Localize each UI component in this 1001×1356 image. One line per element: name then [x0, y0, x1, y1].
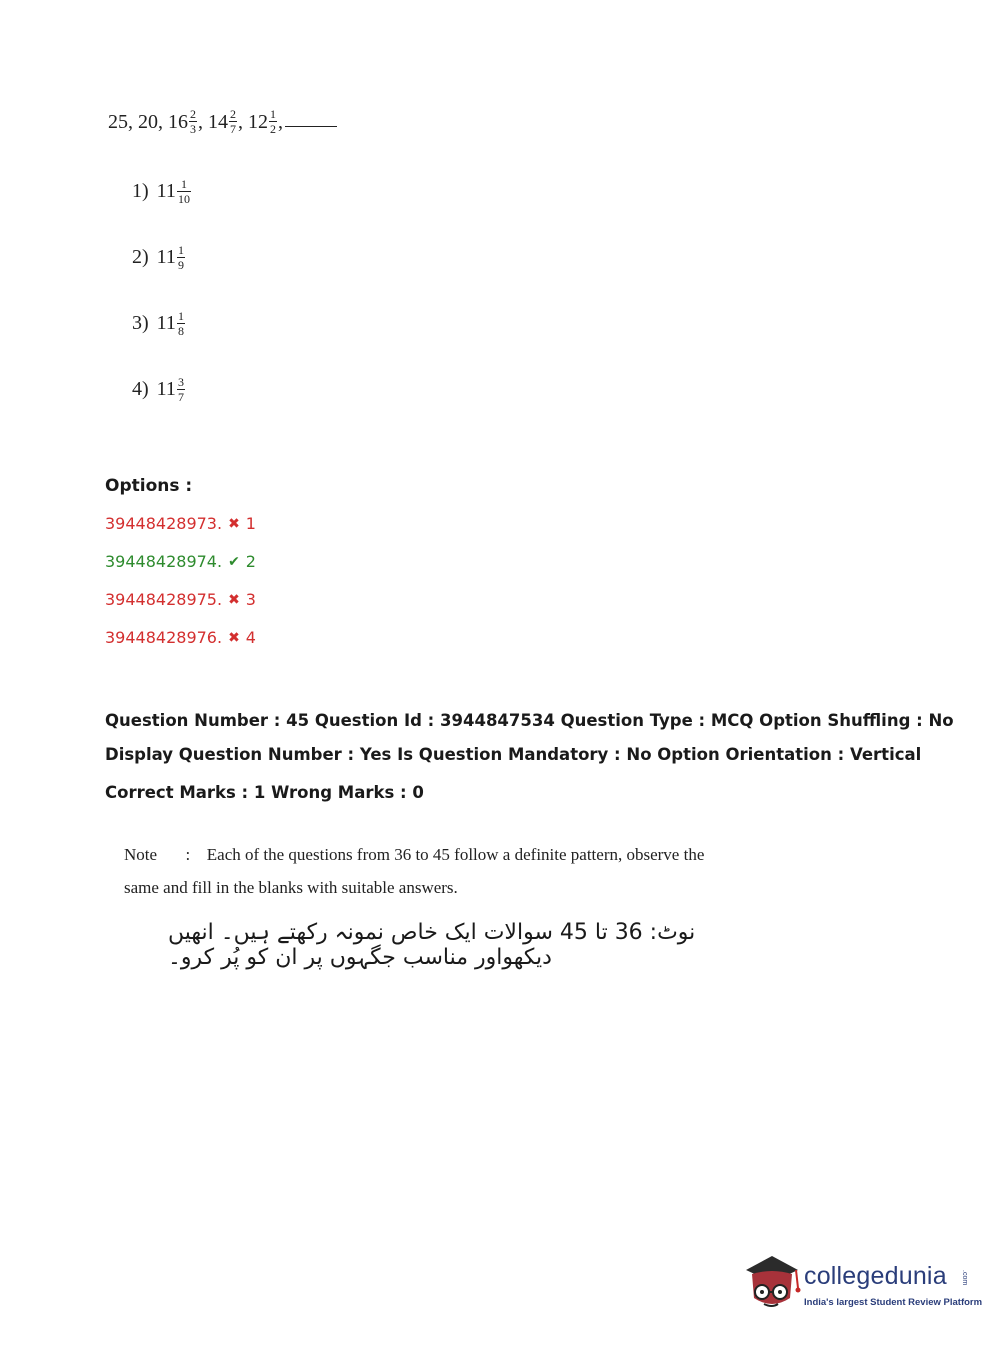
cross-icon: ✖ — [228, 515, 240, 532]
sequence-question — [108, 108, 337, 135]
cross-icon: ✖ — [228, 591, 240, 608]
seq-term-4-fraction — [229, 108, 237, 135]
fraction-denominator: 7 — [177, 390, 184, 404]
note-text: Each of the questions from 36 to 45 follow a definite pattern, observe the — [206, 845, 705, 864]
seq-term-4-whole: 14 — [208, 110, 228, 133]
choice-fraction — [177, 244, 185, 271]
fraction-numerator: 1 — [270, 107, 276, 121]
fraction-denominator: 8 — [177, 324, 184, 338]
seq-separator: , — [238, 110, 243, 133]
seq-separator: , — [198, 110, 203, 133]
option-value: 2 — [245, 552, 256, 571]
choice-whole: 11 — [156, 246, 176, 268]
fraction-numerator: 2 — [230, 107, 236, 121]
fraction-numerator: 1 — [177, 309, 184, 323]
option-row-3 — [105, 590, 256, 609]
option-value: 4 — [245, 628, 256, 647]
seq-term-1: 25, — [108, 110, 133, 133]
choice-whole: 11 — [156, 312, 176, 334]
option-row-1 — [105, 514, 256, 533]
check-icon: ✔ — [228, 553, 240, 570]
choice-fraction — [177, 310, 185, 337]
seq-term-3-whole: 16 — [168, 110, 188, 133]
fraction-numerator: 2 — [190, 107, 196, 121]
option-row-2 — [105, 552, 256, 571]
answer-choice-3 — [132, 310, 186, 337]
choice-fraction — [177, 376, 185, 403]
option-value: 3 — [245, 590, 256, 609]
option-id: 39448428974. — [105, 552, 223, 571]
question-meta-line-2: Display Question Number : Yes Is Question Mandatory : No Option Orientation : Vertical — [105, 745, 922, 764]
fraction-numerator: 1 — [180, 177, 187, 191]
answer-blank — [285, 116, 337, 127]
fraction-numerator: 1 — [177, 243, 184, 257]
seq-separator: , — [278, 110, 283, 133]
fraction-denominator: 10 — [177, 192, 190, 206]
choice-whole: 11 — [156, 180, 176, 202]
option-row-4 — [105, 628, 256, 647]
choice-label: 4) — [132, 378, 149, 400]
fraction-denominator: 7 — [230, 122, 236, 136]
fraction-numerator: 3 — [177, 375, 184, 389]
question-meta-line-1: Question Number : 45 Question Id : 3944847534 Question Type : MCQ Option Shuffling : No — [105, 711, 954, 730]
choice-label: 1) — [132, 180, 149, 202]
brand-domain: .com — [961, 1270, 968, 1286]
note-line-1 — [124, 845, 704, 865]
fraction-denominator: 3 — [190, 122, 196, 136]
brand-tagline: India's largest Student Review Platform — [804, 1297, 983, 1308]
choice-label: 2) — [132, 246, 149, 268]
options-heading: Options : — [105, 476, 193, 496]
note-label: Note — [124, 845, 158, 864]
seq-term-2: 20, — [138, 110, 163, 133]
option-id: 39448428975. — [105, 590, 223, 609]
note-line-2: same and fill in the blanks with suitable answers. — [124, 878, 458, 897]
fraction-denominator: 2 — [270, 122, 276, 136]
seq-term-3-fraction — [189, 108, 197, 135]
brand-name: collegedunia — [804, 1262, 947, 1290]
cross-icon: ✖ — [228, 629, 240, 646]
choice-label: 3) — [132, 312, 149, 334]
choice-fraction — [177, 178, 191, 205]
answer-choice-1 — [132, 178, 192, 205]
question-meta-line-3: Correct Marks : 1 Wrong Marks : 0 — [105, 783, 424, 802]
option-value: 1 — [245, 514, 256, 533]
note-colon: : — [185, 845, 191, 864]
seq-term-5-fraction — [269, 108, 277, 135]
choice-whole: 11 — [156, 378, 176, 400]
option-id: 39448428976. — [105, 628, 223, 647]
answer-choice-2 — [132, 244, 186, 271]
seq-term-5-whole: 12 — [248, 110, 268, 133]
urdu-note: نوٹ: 36 تا 45 سوالات ایک خاص نمونہ رکھتے ہیں۔ انھیں دیکھواور مناسب جگہوں پر ان کو پُر کرو۔ — [168, 920, 696, 970]
answer-choice-4 — [132, 376, 186, 403]
fraction-denominator: 9 — [177, 258, 184, 272]
option-id: 39448428973. — [105, 514, 223, 533]
mascot-icon — [742, 1248, 804, 1318]
